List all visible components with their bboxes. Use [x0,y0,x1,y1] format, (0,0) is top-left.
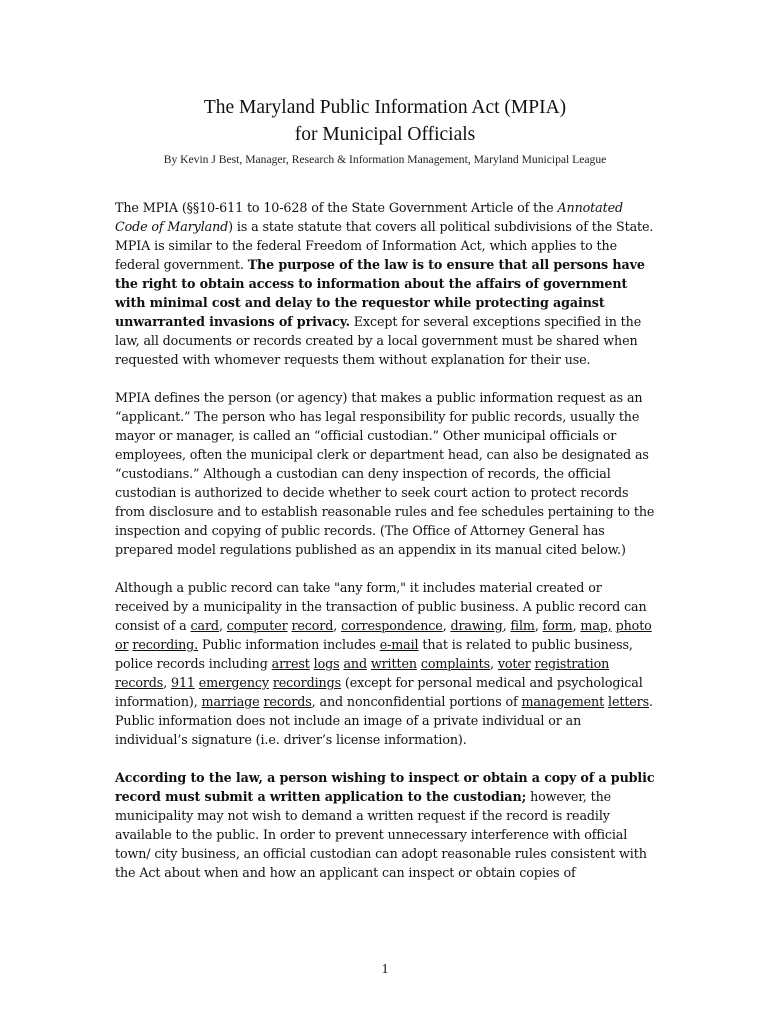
document-title [0,94,770,148]
underlined-term: map, [580,618,612,633]
page-number: 1 [381,962,389,977]
author-byline: By Kevin J Best, Manager, Research & Information Management, Maryland Municipal League [163,153,607,166]
paragraph-4 [115,768,655,882]
text-run: however, the municipality may not wish to demand a written request if the record is readily available to the public. In order to prevent unnecessary interference with official town/ city business, an official custodian can adopt reasonable rules consistent with the Act about when and how an applicant can inspect or obtain copies of [115,789,647,880]
text-run: , [572,618,581,633]
underlined-term: emergency [198,675,269,690]
italic-text: Annotated Code of Maryland [115,200,623,234]
underlined-term: voter [497,656,531,671]
text-run: (except for personal medical and psychological information), [115,675,643,709]
text-run: , [534,618,543,633]
text-run: , [163,675,172,690]
underlined-term: recordings [272,675,341,690]
paragraph-1 [115,198,655,369]
underlined-term: record [291,618,334,633]
underlined-term: logs [313,656,340,671]
underlined-term: form [542,618,573,633]
underlined-term: drawing [450,618,503,633]
text-run: . Public information does not include an image of a private individual or an individual’s signature (i.e. driver’s license information). [115,694,653,747]
text-run: ) is a state statute that covers all political subdivisions of the State. MPIA is similar to the federal Freedom of Information Act, which applies to the federal government. [115,219,654,272]
text-run: MPIA defines the person (or agency) that makes a public information request as an “applicant.” The person who has legal responsibility for public records, usually the mayor or manager, is called an “official custodian.” Other municipal officials or employees, often the municipal clerk or department head, can also be designated as “custodians.” Although a custodian can deny inspection of records, the official custodian is authorized to decide whether to seek court action to protect records from disclosure and to establish reasonable rules and fee schedules pertaining to the inspection and copying of public records. (The Office of Attorney General has prepared model regulations published as an appendix in its manual cited below.) [115,390,655,557]
text-run: The MPIA (§§10-611 to 10-628 of the State Government Article of the [115,200,558,215]
underlined-term: film [510,618,535,633]
underlined-term: recording. [132,637,199,652]
underlined-term: marriage [201,694,260,709]
title-line-1: The Maryland Public Information Act (MPIA) [203,97,567,118]
underlined-term: card [190,618,219,633]
text-run: , and nonconfidential portions of [311,694,522,709]
text-run: Public information includes [198,637,380,652]
text-run: , [502,618,511,633]
text-run: that is related to public business, police records including [115,637,633,671]
title-line-2: for Municipal Officials [294,124,476,145]
underlined-term: written [370,656,417,671]
bold-text: According to the law, a person wishing to inspect or obtain a copy of a public record must submit a written application to the custodian; [115,770,655,804]
text-run: Although a public record can take "any form," it includes material created or received by a municipality in the transaction of public business. A public record can consist of a [115,580,647,633]
text-run: Except for several exceptions specified in the law, all documents or records created by a local government must be shared when requested with whomever requests them without explanation for their use. [115,314,642,367]
bold-text: The purpose of the law is to ensure that all persons have the right to obtain access to information about the affairs of government with minimal cost and delay to the requestor while protecting against unwarranted invasions of privacy. [115,257,645,329]
underlined-term: letters [608,694,650,709]
document-body [115,198,655,882]
underlined-term: correspondence [341,618,443,633]
text-run: , [218,618,227,633]
underlined-term: registration [534,656,610,671]
underlined-term: e-mail [379,637,419,652]
text-run: , [442,618,451,633]
underlined-term: photo [615,618,652,633]
underlined-term: or [115,637,129,652]
text-run: , [490,656,498,671]
underlined-term: management [521,694,605,709]
underlined-term: computer [226,618,288,633]
underlined-term: records [263,694,312,709]
underlined-term: arrest [271,656,310,671]
text-run: , [333,618,342,633]
underlined-term: complaints [420,656,490,671]
paragraph-3 [115,578,655,749]
paragraph-2 [115,388,655,559]
underlined-term: 911 [171,675,195,690]
underlined-term: records [115,675,164,690]
underlined-term: and [343,656,367,671]
